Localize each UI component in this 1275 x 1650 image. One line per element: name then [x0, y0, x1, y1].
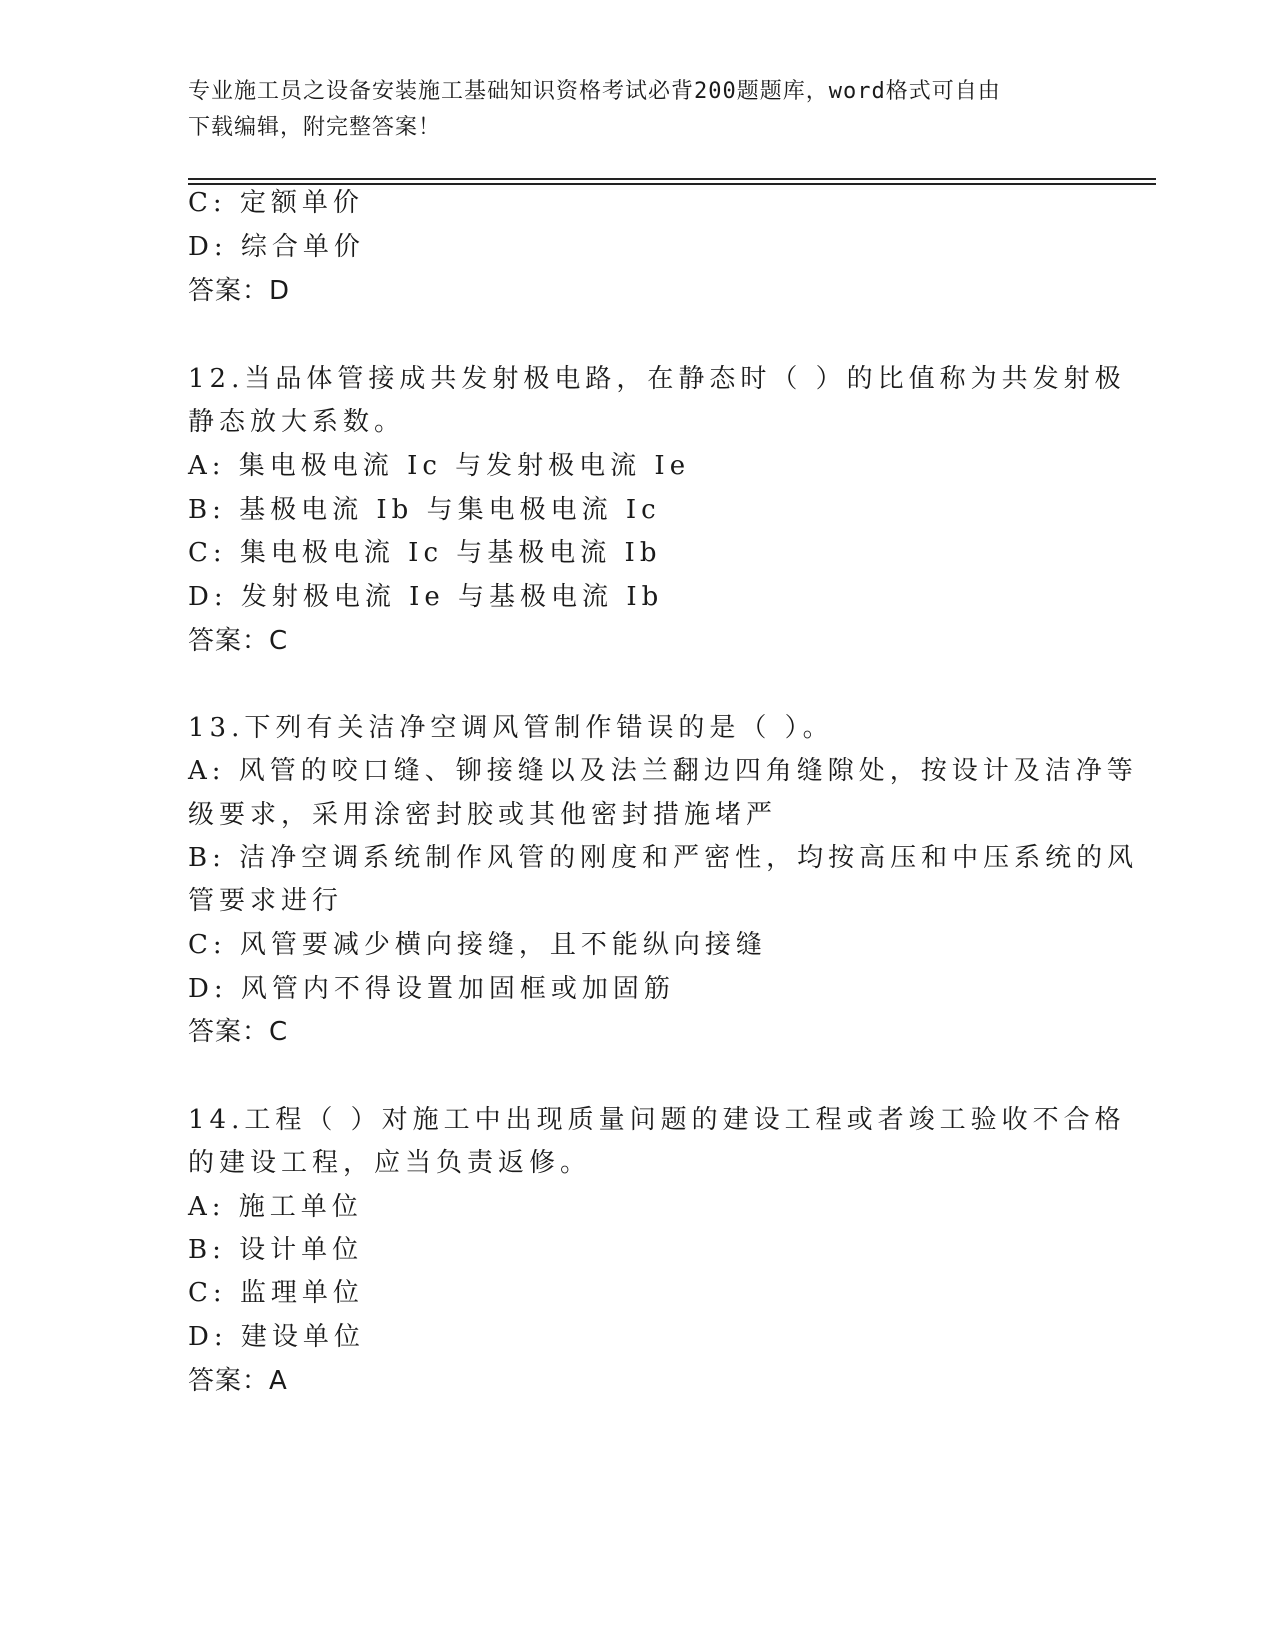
- q12-stem-line-1: 12.当品体管接成共发射极电路，在静态时（ ）的比值称为共发射极: [188, 364, 1126, 394]
- q14-answer: 答案：A: [188, 1366, 288, 1396]
- q14-option-b: B: 设计单位: [188, 1235, 364, 1265]
- q13-option-b-line-2: 管要求进行: [188, 886, 344, 916]
- q12-option-c: C: 集电极电流 Ic 与基极电流 Ib: [188, 538, 662, 568]
- document-header: [188, 74, 1068, 146]
- prev-answer: 答案：D: [188, 276, 291, 306]
- prev-option-c: C: 定额单价: [188, 188, 364, 218]
- q13-option-a-line-2: 级要求，采用涂密封胶或其他密封措施堵严: [188, 800, 778, 830]
- header-divider-top: [188, 178, 1156, 180]
- q14-option-d: D: 建设单位: [188, 1322, 365, 1352]
- q14-stem-line-1: 14.工程（ ）对施工中出现质量问题的建设工程或者竣工验收不合格: [188, 1105, 1126, 1135]
- q12-stem-line-2: 静态放大系数。: [188, 407, 406, 437]
- q13-option-a-line-1: A: 风管的咬口缝、铆接缝以及法兰翻边四角缝隙处，按设计及洁净等: [188, 756, 1138, 786]
- q12-answer: 答案：C: [188, 626, 289, 656]
- q14-option-c: C: 监理单位: [188, 1278, 364, 1308]
- q13-option-b-line-1: B: 洁净空调系统制作风管的刚度和严密性，均按高压和中压系统的风: [188, 843, 1139, 873]
- prev-option-d: D: 综合单价: [188, 232, 365, 262]
- q13-answer: 答案：C: [188, 1017, 289, 1047]
- header-line-1: 专业施工员之设备安装施工基础知识资格考试必背200题题库，word格式可自由: [188, 79, 1001, 104]
- header-divider-bottom: [188, 183, 1156, 185]
- q14-stem-line-2: 的建设工程，应当负责返修。: [188, 1148, 592, 1178]
- q12-option-d: D: 发射极电流 Ie 与基极电流 Ib: [188, 582, 664, 612]
- q13-stem: 13.下列有关洁净空调风管制作错误的是（ ）。: [188, 713, 834, 743]
- q14-option-a: A: 施工单位: [188, 1192, 363, 1222]
- q12-option-a: A: 集电极电流 Ic 与发射极电流 Ie: [188, 451, 691, 481]
- q13-option-c: C: 风管要减少横向接缝，且不能纵向接缝: [188, 930, 767, 960]
- q12-option-b: B: 基极电流 Ib 与集电极电流 Ic: [188, 495, 661, 525]
- header-line-2: 下载编辑，附完整答案！: [188, 115, 442, 140]
- q13-option-d: D: 风管内不得设置加固框或加固筋: [188, 974, 675, 1004]
